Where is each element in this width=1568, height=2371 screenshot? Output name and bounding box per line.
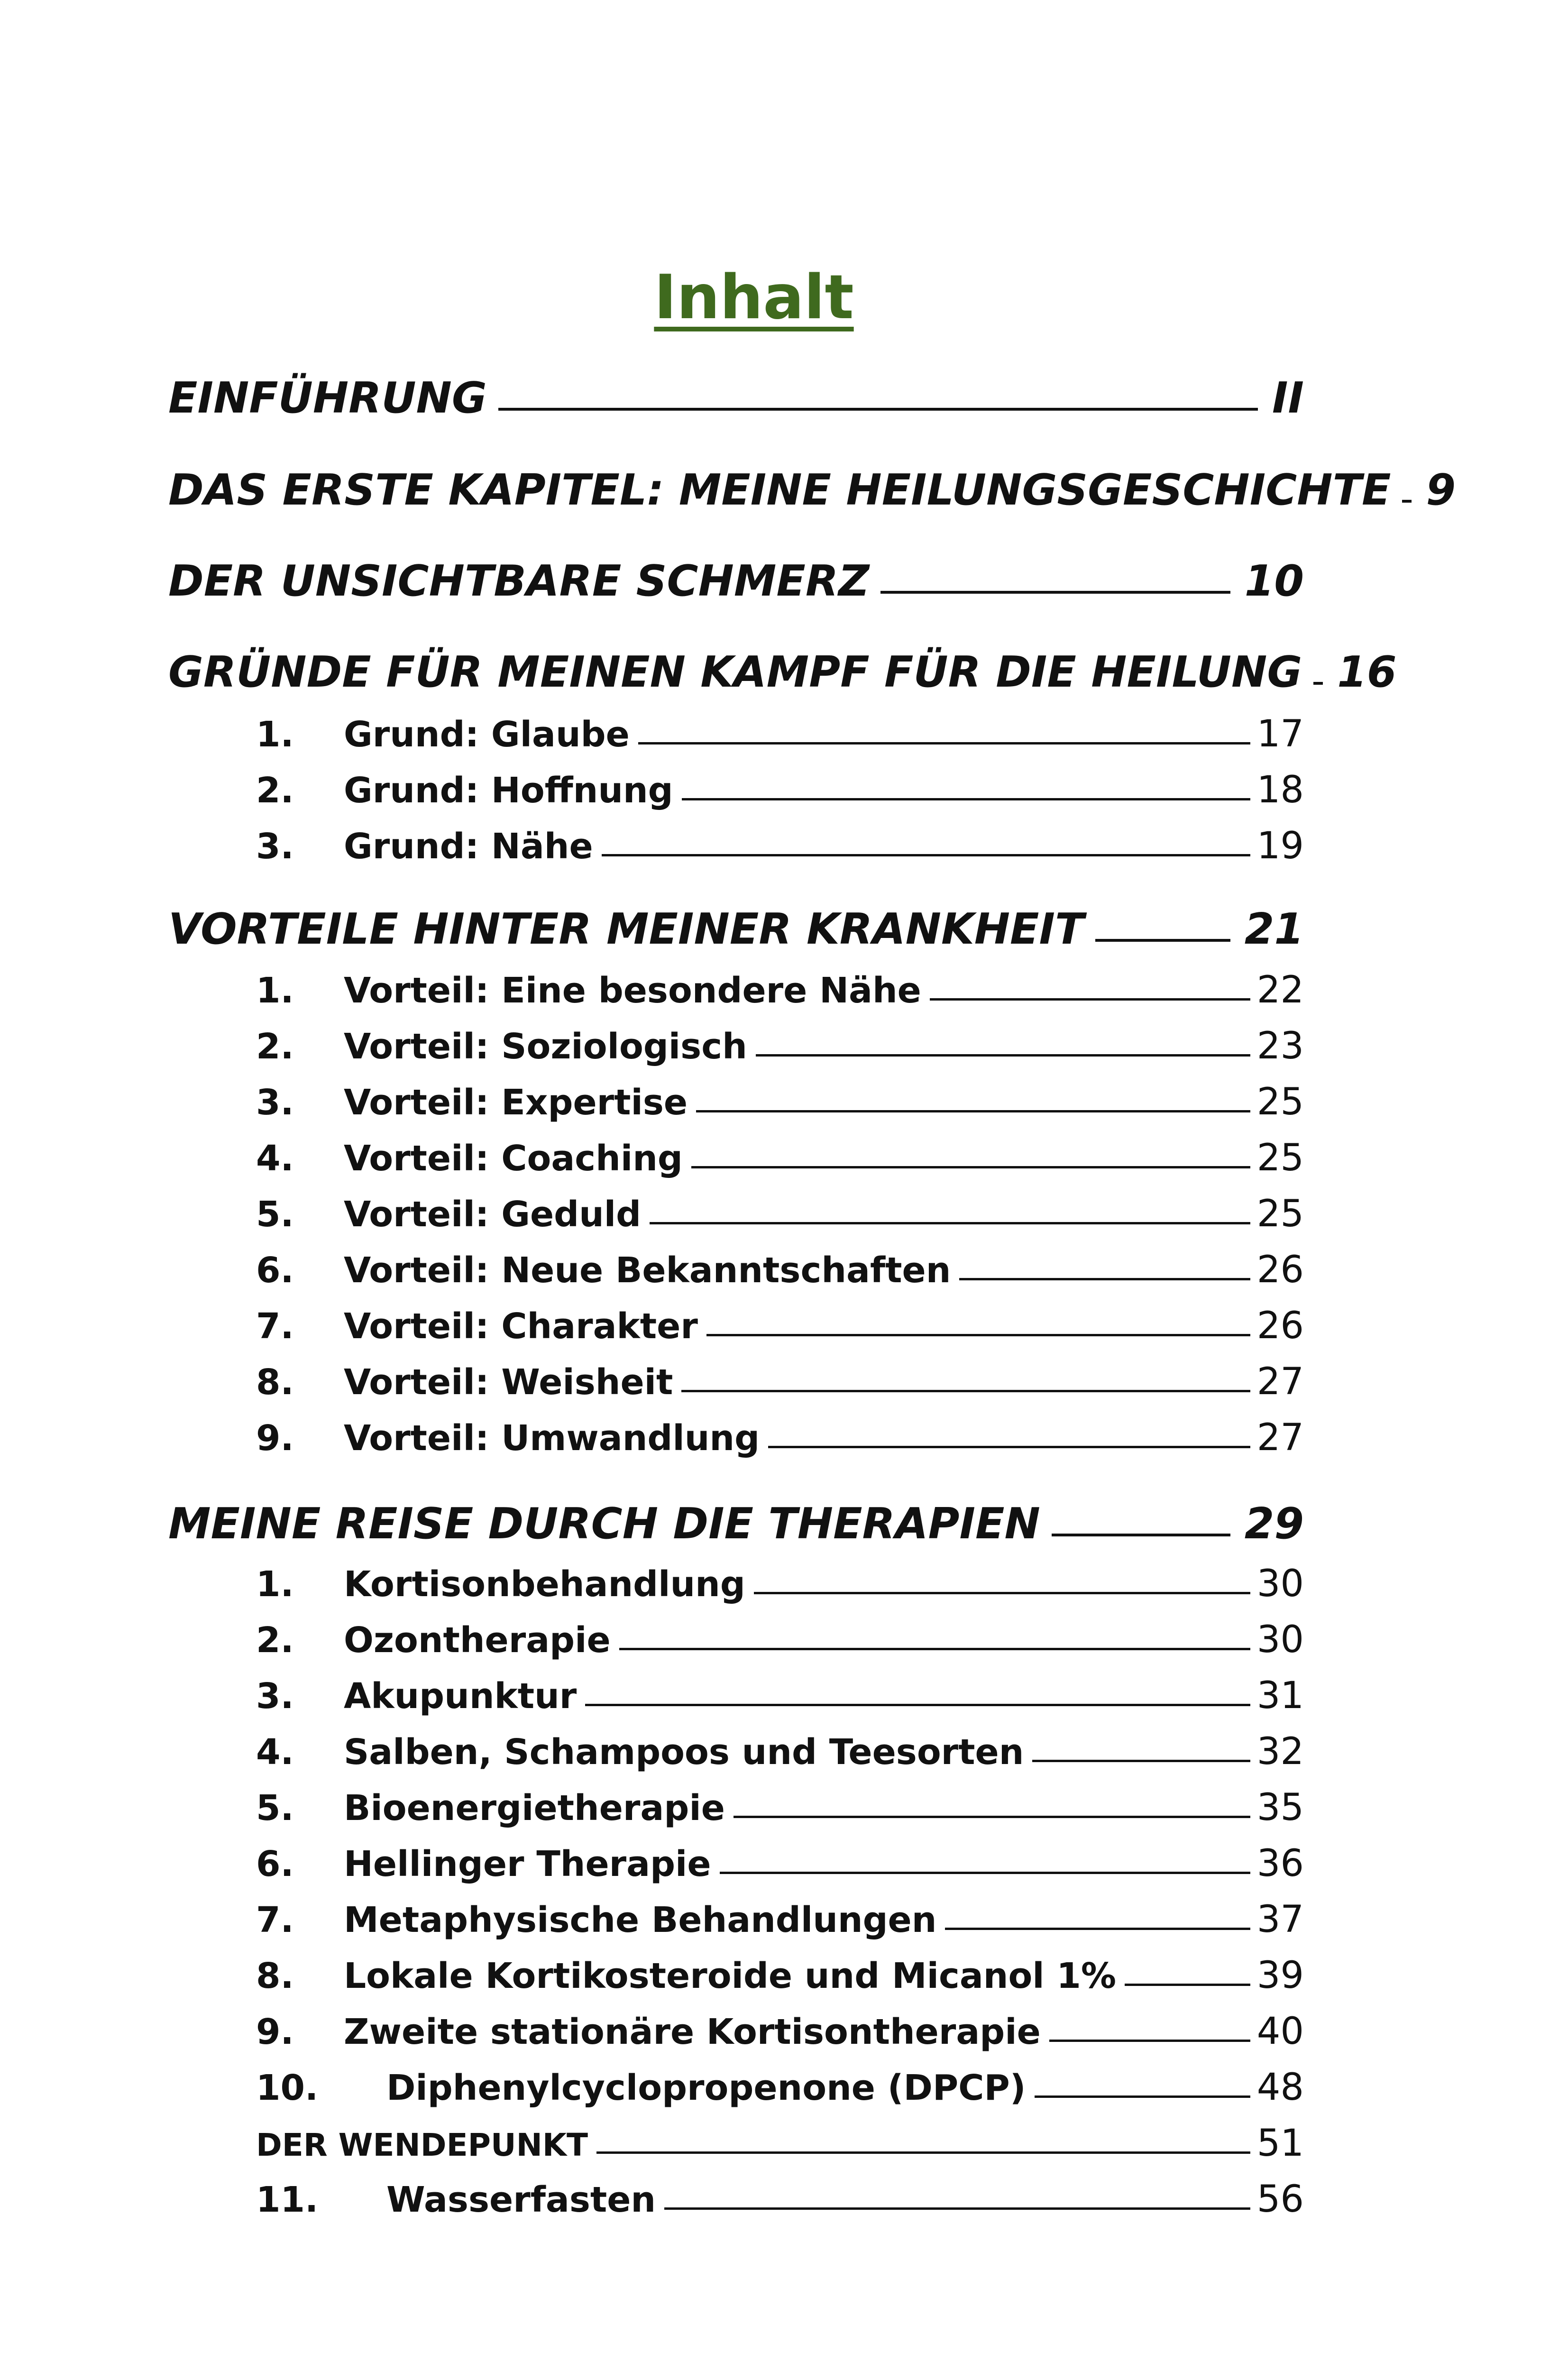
toc-page-number: 9: [1426, 465, 1456, 515]
toc-entry-label: Vorteil: Coaching: [344, 1138, 683, 1179]
page-title-text: Inhalt: [654, 262, 854, 333]
toc-leader-line: [1095, 939, 1230, 942]
toc-chapter-entry[interactable]: [168, 370, 1304, 427]
toc-page-number: 30: [1256, 1562, 1304, 1605]
toc-page-number: 21: [1244, 904, 1304, 954]
toc-entry-label: DER UNSICHTBARE SCHMERZ: [168, 556, 870, 606]
toc-leader-line: [754, 1592, 1250, 1594]
toc-chapter-entry[interactable]: [168, 644, 1397, 701]
toc-leader-line: [638, 742, 1250, 744]
toc-entry-number: 10.: [256, 2068, 319, 2108]
toc-page-number: 32: [1256, 1730, 1304, 1773]
toc-entry-label: Vorteil: Charakter: [344, 1306, 698, 1347]
toc-page-number: 23: [1256, 1025, 1304, 1067]
toc-entry-number: 2.: [256, 1026, 294, 1067]
toc-entry-number: 8.: [256, 1956, 294, 1996]
toc-entry-label: Vorteil: Geduld: [344, 1194, 642, 1235]
toc-page-number: 26: [1256, 1305, 1304, 1347]
toc-page-number: 10: [1244, 556, 1304, 606]
toc-entry-label: Metaphysische Behandlungen: [344, 1900, 937, 1940]
toc-entry-number: 6.: [256, 1250, 294, 1291]
toc-entry-label: EINFÜHRUNG: [168, 373, 487, 423]
toc-page-number: 25: [1256, 1137, 1304, 1179]
toc-leader-line: [1313, 682, 1323, 685]
toc-entry-number: 2.: [256, 770, 294, 811]
toc-entry-label: Hellinger Therapie: [344, 1844, 711, 1884]
toc-entry-label: Wasserfasten: [386, 2179, 656, 2220]
toc-page-number: 48: [1256, 2066, 1304, 2109]
toc-entry-label: Akupunktur: [344, 1676, 577, 1717]
toc-entry-number: 9.: [256, 2012, 294, 2052]
toc-page-number: 26: [1256, 1249, 1304, 1291]
toc-section-entry[interactable]: [168, 1896, 1304, 1943]
toc-entry-label: Ozontherapie: [344, 1620, 611, 1661]
toc-entry-number: 4.: [256, 1138, 294, 1179]
toc-page-number: 17: [1256, 713, 1304, 755]
page-title: [0, 260, 1508, 336]
toc-entry-number: 2.: [256, 1620, 294, 1661]
toc-page-number: II: [1272, 373, 1304, 423]
toc-leader-line: [768, 1446, 1250, 1448]
toc-section-entry[interactable]: [168, 1358, 1304, 1406]
toc-leader-line: [619, 1648, 1250, 1650]
toc-page-number: 39: [1256, 1954, 1304, 1997]
toc-leader-line: [880, 591, 1230, 594]
toc-page-number: 40: [1256, 2010, 1304, 2053]
toc-leader-line: [945, 1928, 1250, 1930]
toc-section-entry[interactable]: [168, 1728, 1304, 1775]
toc-entry-number: 11.: [256, 2179, 319, 2220]
toc-page-number: 56: [1256, 2178, 1304, 2221]
toc-leader-line: [691, 1166, 1250, 1168]
toc-entry-label: Vorteil: Soziologisch: [344, 1026, 747, 1067]
toc-entry-label: Grund: Nähe: [344, 826, 593, 867]
toc-entry-label: Vorteil: Weisheit: [344, 1362, 673, 1403]
toc-page-number: 18: [1256, 769, 1304, 811]
toc-entry-label: GRÜNDE FÜR MEINEN KAMPF FÜR DIE HEILUNG: [168, 647, 1302, 697]
toc-section-entry[interactable]: [168, 1022, 1304, 1070]
toc-entry-number: 1.: [256, 1564, 294, 1605]
toc-entry-number: 8.: [256, 1362, 294, 1403]
toc-chapter-entry[interactable]: [168, 1496, 1304, 1553]
toc-page-number: 36: [1256, 1842, 1304, 1885]
toc-section-entry[interactable]: [168, 1134, 1304, 1182]
toc-leader-line: [1052, 1534, 1230, 1536]
toc-leader-line: [1032, 1760, 1250, 1762]
toc-chapter-entry[interactable]: [168, 462, 1456, 519]
toc-entry-label: Diphenylcyclopropenone (DPCP): [386, 2068, 1026, 2108]
toc-section-entry[interactable]: [168, 1078, 1304, 1126]
toc-leader-line: [681, 1390, 1250, 1392]
toc-entry-label: Kortisonbehandlung: [344, 1564, 745, 1605]
toc-leader-line: [682, 798, 1250, 800]
toc-page-number: 27: [1256, 1360, 1304, 1403]
toc-leader-line: [930, 998, 1250, 1001]
toc-entry-label: MEINE REISE DURCH DIE THERAPIEN: [168, 1499, 1040, 1549]
toc-section-entry[interactable]: [168, 766, 1304, 814]
toc-entry-number: 7.: [256, 1900, 294, 1940]
toc-leader-line: [1125, 1984, 1250, 1986]
toc-leader-line: [1035, 2095, 1250, 2098]
toc-leader-line: [585, 1704, 1250, 1706]
toc-entry-number: 1.: [256, 714, 294, 755]
toc-entry-number: 4.: [256, 1732, 294, 1773]
toc-leader-line: [706, 1334, 1250, 1336]
toc-entry-label: DAS ERSTE KAPITEL: MEINE HEILUNGSGESCHICHTE: [168, 465, 1391, 515]
toc-entry-number: 7.: [256, 1306, 294, 1347]
toc-section-entry[interactable]: [168, 1560, 1304, 1608]
toc-leader-line: [1049, 2040, 1250, 2042]
toc-entry-label: Salben, Schampoos und Teesorten: [344, 1732, 1024, 1773]
toc-section-entry[interactable]: [168, 1414, 1304, 1461]
toc-section-entry[interactable]: [168, 1784, 1304, 1831]
toc-entry-number: 3.: [256, 1082, 294, 1123]
toc-leader-line: [602, 854, 1250, 856]
toc-entry-label: Vorteil: Expertise: [344, 1082, 688, 1123]
toc-section-entry[interactable]: [168, 2176, 1304, 2223]
toc-section-entry[interactable]: [168, 1190, 1304, 1238]
toc-entry-number: 5.: [256, 1194, 294, 1235]
toc-leader-line: [664, 2207, 1250, 2210]
toc-section-entry[interactable]: [168, 2008, 1304, 2055]
toc-entry-label: Vorteil: Umwandlung: [344, 1418, 760, 1459]
toc-section-entry[interactable]: [168, 710, 1304, 758]
toc-page-number: 27: [1256, 1416, 1304, 1459]
toc-leader-line: [650, 1222, 1250, 1224]
toc-entry-number: 5.: [256, 1788, 294, 1829]
toc-page-number: 16: [1337, 647, 1397, 697]
toc-page-number: 31: [1256, 1674, 1304, 1717]
toc-entry-number: 9.: [256, 1418, 294, 1459]
toc-page-number: 22: [1256, 969, 1304, 1011]
toc-leader-line: [734, 1816, 1250, 1818]
toc-leader-line: [498, 408, 1258, 411]
toc-section-entry[interactable]: [168, 1246, 1304, 1294]
toc-entry-label: Vorteil: Eine besondere Nähe: [344, 970, 921, 1011]
toc-section-entry[interactable]: [168, 1616, 1304, 1663]
toc-entry-number: 1.: [256, 970, 294, 1011]
toc-entry-label: VORTEILE HINTER MEINER KRANKHEIT: [168, 904, 1084, 954]
toc-page-number: 51: [1256, 2122, 1304, 2165]
toc-entry-label: Grund: Glaube: [344, 714, 630, 755]
toc-section-entry[interactable]: [168, 2120, 1304, 2167]
toc-entry-number: 3.: [256, 826, 294, 867]
toc-page-number: 30: [1256, 1618, 1304, 1661]
toc-section-entry[interactable]: [168, 1672, 1304, 1719]
toc-section-entry[interactable]: [168, 822, 1304, 870]
toc-leader-line: [1402, 500, 1412, 503]
toc-page-number: 35: [1256, 1786, 1304, 1829]
toc-section-entry[interactable]: [168, 1952, 1304, 1999]
toc-leader-line: [696, 1110, 1250, 1112]
toc-leader-line: [720, 1872, 1250, 1874]
toc-entry-label: DER WENDEPUNKT: [256, 2127, 588, 2163]
toc-leader-line: [959, 1278, 1250, 1280]
toc-section-entry[interactable]: [168, 2064, 1304, 2111]
toc-entry-label: Zweite stationäre Kortisontherapie: [344, 2012, 1041, 2052]
toc-leader-line: [756, 1054, 1250, 1057]
toc-entry-number: 6.: [256, 1844, 294, 1884]
toc-leader-line: [596, 2151, 1250, 2154]
toc-page-number: 37: [1256, 1898, 1304, 1941]
toc-page-number: 29: [1244, 1499, 1304, 1549]
toc-entry-number: 3.: [256, 1676, 294, 1717]
toc-entry-label: Bioenergietherapie: [344, 1788, 725, 1829]
toc-page-number: 25: [1256, 1193, 1304, 1235]
toc-section-entry[interactable]: [168, 966, 1304, 1014]
toc-page-number: 25: [1256, 1081, 1304, 1123]
toc-entry-label: Vorteil: Neue Bekanntschaften: [344, 1250, 951, 1291]
toc-section-entry[interactable]: [168, 1302, 1304, 1350]
toc-chapter-entry[interactable]: [168, 901, 1304, 958]
toc-section-entry[interactable]: [168, 1840, 1304, 1887]
toc-entry-label: Lokale Kortikosteroide und Micanol 1%: [344, 1956, 1117, 1996]
toc-entry-label: Grund: Hoffnung: [344, 770, 673, 811]
toc-chapter-entry[interactable]: [168, 553, 1304, 610]
toc-page-number: 19: [1256, 825, 1304, 867]
